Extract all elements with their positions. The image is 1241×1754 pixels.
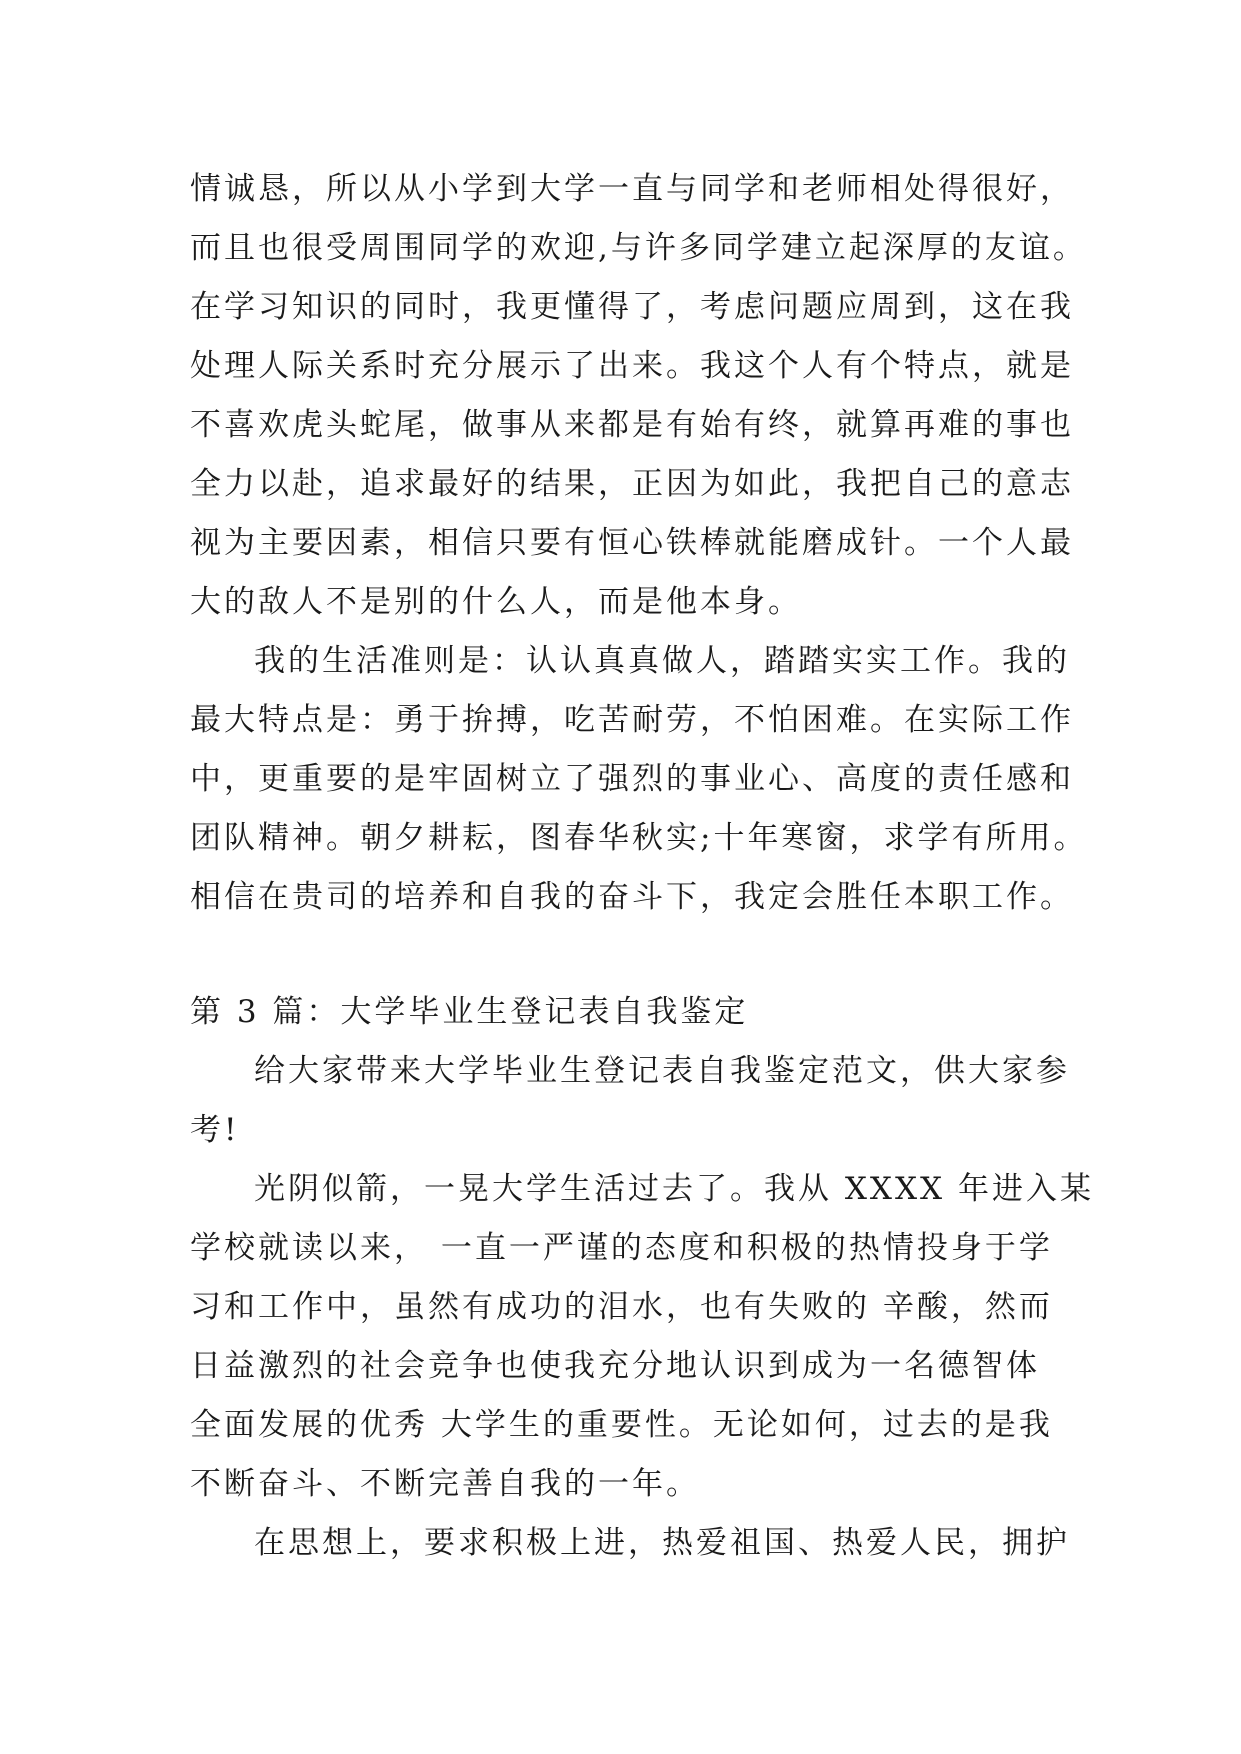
text-line: 中，更重要的是牢固树立了强烈的事业心、高度的责任感和 (190, 761, 1074, 797)
text-line: 不断奋斗、不断完善自我的一年。 (190, 1466, 700, 1502)
text-line: 全面发展的优秀 大学生的重要性。无论如何，过去的是我 (190, 1407, 1053, 1443)
text-line: 视为主要因素，相信只要有恒心铁棒就能磨成针。一个人最 (190, 525, 1074, 561)
text-line: 给大家带来大学毕业生登记表自我鉴定范文，供大家参 (254, 1053, 1070, 1089)
document-body (190, 160, 1094, 1573)
text-line: 而且也很受周围同学的欢迎,与许多同学建立起深厚的友谊。 (190, 230, 1087, 266)
paragraph-3 (190, 1042, 1090, 1160)
text-line: 全力以赴，追求最好的结果，正因为如此，我把自己的意志 (190, 466, 1074, 502)
section-heading: 第 3 篇：大学毕业生登记表自我鉴定 (190, 994, 749, 1030)
text-line: 处理人际关系时充分展示了出来。我这个人有个特点，就是 (190, 348, 1074, 384)
text-line: 情诚恳，所以从小学到大学一直与同学和老师相处得很好， (190, 171, 1074, 207)
paragraph-5 (190, 1514, 1090, 1573)
text-line: 在学习知识的同时，我更懂得了，考虑问题应周到，这在我 (190, 289, 1074, 325)
text-line: 学校就读以来， 一直一严谨的态度和积极的热情投身于学 (190, 1230, 1053, 1266)
text-line: 最大特点是：勇于拚搏，吃苦耐劳，不怕困难。在实际工作 (190, 702, 1074, 738)
text-line: 团队精神。朝夕耕耘，图春华秋实;十年寒窗，求学有所用。 (190, 820, 1088, 856)
text-line: 光阴似箭，一晃大学生活过去了。我从 XXXX 年进入某 (254, 1171, 1094, 1207)
text-line: 大的敌人不是别的什么人，而是他本身。 (190, 584, 802, 620)
text-line: 在思想上，要求积极上进，热爱祖国、热爱人民，拥护 (254, 1525, 1070, 1561)
text-line: 考! (190, 1112, 240, 1148)
text-line: 日益激烈的社会竞争也使我充分地认识到成为一名德智体 (190, 1348, 1040, 1384)
paragraph-1 (190, 160, 1090, 632)
section-gap (190, 927, 1090, 983)
text-line: 不喜欢虎头蛇尾，做事从来都是有始有终，就算再难的事也 (190, 407, 1074, 443)
paragraph-4 (190, 1160, 1094, 1514)
paragraph-2 (190, 632, 1090, 927)
text-line: 相信在贵司的培养和自我的奋斗下，我定会胜任本职工作。 (190, 879, 1074, 915)
text-line: 我的生活准则是：认认真真做人，踏踏实实工作。我的 (254, 643, 1070, 679)
text-line: 习和工作中，虽然有成功的泪水，也有失败的 辛酸，然而 (190, 1289, 1053, 1325)
